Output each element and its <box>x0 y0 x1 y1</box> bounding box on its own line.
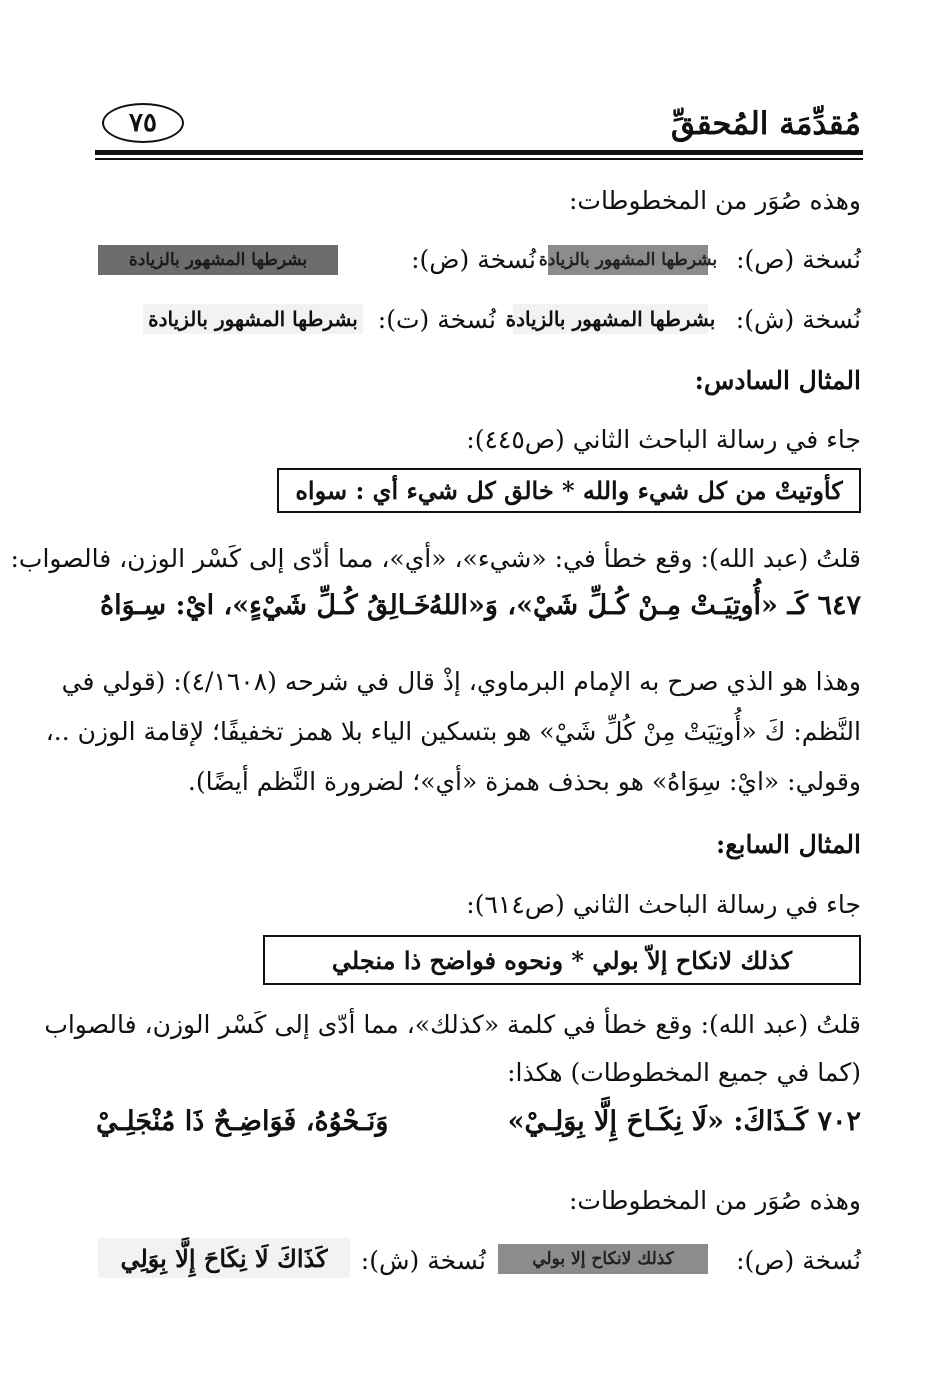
label-manuscript-sh-2: نُسخة (ش): <box>360 1246 486 1275</box>
manuscripts-intro-2: وهذه صُوَر من المخطوطات: <box>568 1186 861 1215</box>
label-manuscript-s: نُسخة (ص): <box>736 245 861 274</box>
example-7-note-line-1: قلتُ (عبد الله): وقع خطأ في كلمة «كذلك»، مما أدّى إلى كَسْر الوزن، فالصواب <box>44 1010 861 1039</box>
example-7-source: جاء في رسالة الباحث الثاني (ص٦١٤): <box>466 890 861 919</box>
label-manuscript-t: نُسخة (ت): <box>377 305 496 334</box>
example-6-source: جاء في رسالة الباحث الثاني (ص٤٤٥): <box>466 425 861 454</box>
example-6-note: قلتُ (عبد الله): وقع خطأ في: «شيء»، «أي»، مما أدّى إلى كَسْر الوزن، فالصواب: <box>10 544 861 573</box>
running-title: مُقدِّمَة المُحققِّ <box>670 106 861 142</box>
label-manuscript-sh: نُسخة (ش): <box>735 305 861 334</box>
example-6-quoted-verse-box: كأوتيتْ من كل شيء والله * خالق كل شيء أي : سواه <box>277 468 861 513</box>
verse-647-first-hemistich: ٦٤٧ كَـ «أُوتِيَـتْ مِـنْ كُـلِّ شَيْ»، وَ«اللهُ <box>428 590 861 621</box>
manuscripts-intro: وهذه صُوَر من المخطوطات: <box>568 186 861 215</box>
example-7-note-line-2: (كما في جميع المخطوطات) هكذا: <box>507 1058 861 1087</box>
header-rule-thin <box>95 158 863 160</box>
verse-702-first-hemistich: ٧٠٢ كَـذَاكَ: «لَا نِكَـاحَ إِلَّا بِوَلِـيْ» <box>507 1106 861 1137</box>
example-7-heading: المثال السابع: <box>715 830 861 859</box>
example-6-paragraph-line-3: وقولي: «ايْ: سِوَاهُ» هو بحذف همزة «أي»؛ لضرورة النَّظم أيضًا). <box>187 767 861 796</box>
verse-702-second-hemistich: وَنَـحْوُهُ، فَوَاضِـحٌ ذَا مُنْجَلِـيْ <box>96 1106 389 1137</box>
page-number-badge: ٧٥ <box>102 103 184 143</box>
manuscript-image-s: بشرطها المشهور بالزيادة <box>548 245 708 275</box>
manuscript-image-d: بشرطها المشهور بالزيادة <box>98 245 338 275</box>
label-manuscript-s-2: نُسخة (ص): <box>736 1246 861 1275</box>
manuscript-image-sh: بشرطها المشهور بالزيادة <box>513 304 708 334</box>
manuscript-image-t: بشرطها المشهور بالزيادة <box>143 304 363 334</box>
example-6-paragraph-line-1: وهذا هو الذي صرح به الإمام البرماوي، إذْ قال في شرحه (٤/١٦٠٨): (قولي في <box>61 667 861 696</box>
verse-647-second-hemistich: خَـالِقُ كُـلِّ شَيْءٍ»، ايْ: سِـوَاهُ <box>100 590 431 621</box>
manuscript-image-sh-2: كَذَاكَ لَا نِكَاحَ إِلَّا بِوَلِي <box>98 1238 350 1278</box>
example-7-quoted-verse-box: كذلك لانكاح إلاّ بولي * ونحوه فواضح ذا منجلي <box>263 935 861 985</box>
label-manuscript-d: نُسخة (ض): <box>411 245 536 274</box>
example-6-paragraph-line-2: النَّظم: كَ «أُوتِيَتْ مِنْ كُلِّ شَيْ» هو بتسكين الياء بلا همز تخفيفًا؛ لإقامة الوزن ..، <box>45 717 861 746</box>
header-rule-thick <box>95 150 863 155</box>
manuscript-image-s-2: كذلك لانكاح إلا بولي <box>498 1244 708 1274</box>
example-6-heading: المثال السادس: <box>694 366 861 395</box>
